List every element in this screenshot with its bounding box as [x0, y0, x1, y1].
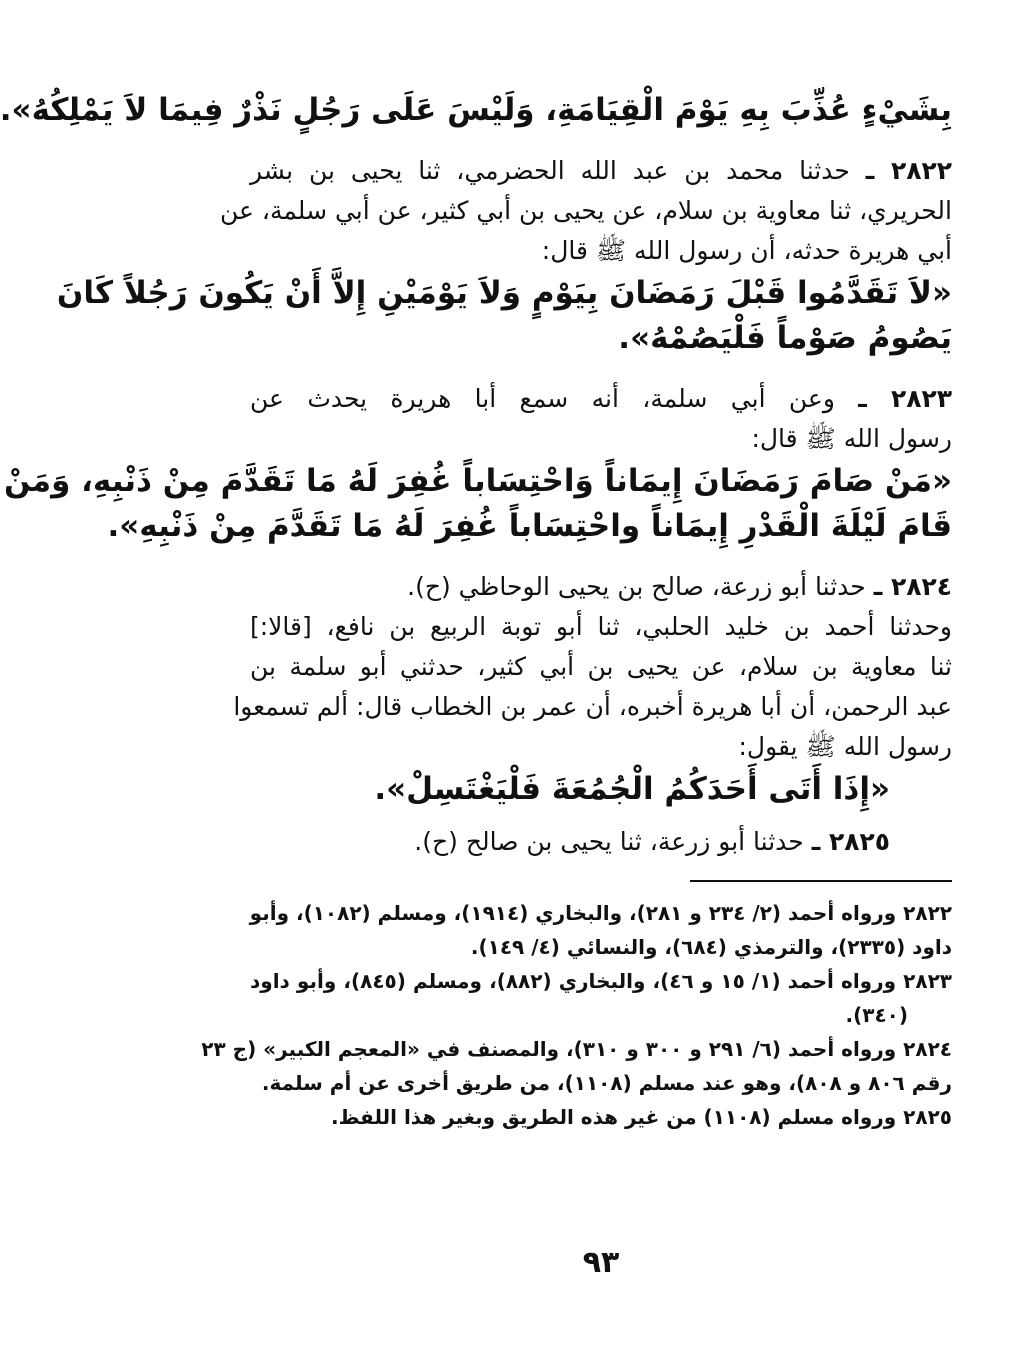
footnote-line: ٢٨٢٢ ورواه أحمد (٢/ ٢٣٤ و ٢٨١)، والبخاري (١٩١٤)، ومسلم (١٠٨٢)، وأبو: [249, 901, 952, 925]
hadith-2822-text-line: يَصُومُ صَوْماً فَلْيَصُمْهُ».: [618, 320, 952, 356]
hadith-2823-isnad-line: ٢٨٢٣ ـ وعن أبي سلمة، أنه سمع أبا هريرة يحدث عن: [250, 384, 952, 413]
hadith-text-line: بِشَيْءٍ عُذِّبَ بِهِ يَوْمَ الْقِيَامَةِ، وَلَيْسَ عَلَى رَجُلٍ نَذْرٌ فِيمَا لاَ يَمْلِكُهُ».: [0, 92, 952, 128]
hadith-2824-isnad-line: عبد الرحمن، أن أبا هريرة أخبره، أن عمر بن الخطاب قال: ألم تسمعوا: [233, 692, 952, 721]
hadith-2822-isnad-line: الحريري، ثنا معاوية بن سلام، عن يحيى بن أبي كثير، عن أبي سلمة، عن: [219, 196, 952, 225]
hadith-number: ٢٨٢٤ ـ: [873, 572, 952, 601]
hadith-2824-isnad-line: ٢٨٢٤ ـ حدثنا أبو زرعة، صالح بن يحيى الوحاظي (ح).: [407, 572, 952, 601]
footnote-line: ٢٨٢٤ ورواه أحمد (٦/ ٢٩١ و ٣٠٠ و ٣١٠)، والمصنف في «المعجم الكبير» (ج ٢٣: [201, 1037, 952, 1061]
footnote-line: (٣٤٠).: [845, 1003, 908, 1027]
footnote-line: رقم ٨٠٦ و ٨٠٨)، وهو عند مسلم (١١٠٨)، من طريق أخرى عن أم سلمة.: [261, 1071, 952, 1095]
hadith-2825-isnad-line: ٢٨٢٥ ـ حدثنا أبو زرعة، ثنا يحيى بن صالح (ح).: [414, 827, 890, 856]
hadith-2823-text-line: «مَنْ صَامَ رَمَضَانَ إِيمَاناً وَاحْتِسَاباً غُفِرَ لَهُ مَا تَقَدَّمَ مِنْ ذَنْبِهِ، وَمَنْ: [3, 463, 952, 499]
footnote-line: داود (٢٣٣٥)، والترمذي (٦٨٤)، والنسائي (٤/ ١٤٩).: [470, 935, 952, 959]
footnote-line: ٢٨٢٣ ورواه أحمد (١/ ١٥ و ٤٦)، والبخاري (٨٨٢)، ومسلم (٨٤٥)، وأبو داود: [250, 969, 952, 993]
hadith-number: ٢٨٢٥ ـ: [811, 827, 890, 856]
hadith-number: ٢٨٢٢ ـ: [865, 156, 952, 185]
hadith-2824-isnad-line: ثنا معاوية بن سلام، عن يحيى بن أبي كثير، حدثني أبو سلمة بن: [250, 652, 952, 681]
hadith-2824-isnad-line: وحدثنا أحمد بن خليد الحلبي، ثنا أبو توبة الربيع بن نافع، [قالا:]: [250, 612, 952, 641]
footnote-line: ٢٨٢٥ ورواه مسلم (١١٠٨) من غير هذه الطريق وبغير هذا اللفظ.: [331, 1105, 952, 1129]
page-body: [0, 88, 952, 1134]
hadith-2823-isnad-line: رسول الله ﷺ قال:: [751, 424, 952, 453]
footnote-divider: [690, 880, 952, 882]
footnotes: [201, 896, 952, 1134]
hadith-2824-text-line: «إِذَا أَتَى أَحَدَكُمُ الْجُمُعَةَ فَلْيَغْتَسِلْ».: [374, 771, 890, 807]
hadith-2822-isnad-line: أبي هريرة حدثه، أن رسول الله ﷺ قال:: [541, 236, 952, 265]
page-number: ٩٣: [582, 1245, 620, 1280]
hadith-number: ٢٨٢٣ ـ: [858, 384, 952, 413]
hadith-2822-isnad-line: ٢٨٢٢ ـ حدثنا محمد بن عبد الله الحضرمي، ثنا يحيى بن بشر: [250, 156, 952, 185]
hadith-2822-text-line: «لاَ تَقَدَّمُوا قَبْلَ رَمَضَانَ بِيَوْمٍ وَلاَ يَوْمَيْنِ إِلاَّ أَنْ يَكُونَ رَجُلاً كَانَ: [56, 275, 952, 311]
hadith-2824-isnad-line: رسول الله ﷺ يقول:: [738, 732, 952, 761]
hadith-2823-text-line: قَامَ لَيْلَةَ الْقَدْرِ إِيمَاناً واحْتِسَاباً غُفِرَ لَهُ مَا تَقَدَّمَ مِنْ ذَنْبِهِ».: [107, 508, 952, 544]
